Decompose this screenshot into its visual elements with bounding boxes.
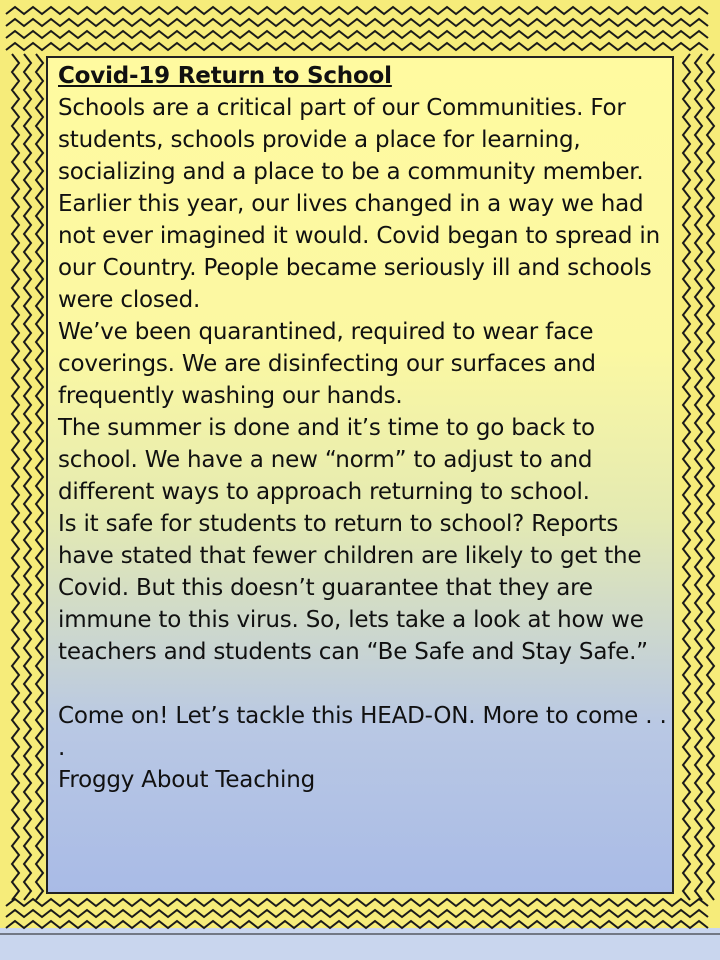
note-content [58, 60, 668, 796]
paragraph-quarantined: We’ve been quarantined, required to wear face coverings. We are disinfecting our surfaces and frequently washing our hands. [58, 319, 596, 409]
paragraph-communities: Schools are a critical part of our Communities. For students, schools provide a place for learning, socializing and a place to be a community member. [58, 95, 644, 185]
closing-line: Come on! Let’s tackle this HEAD-ON. More to come . . . [58, 703, 667, 761]
paragraph-back-to-school: The summer is done and it’s time to go back to school. We have a new “norm” to adjust to and different ways to approach returning to school. [58, 415, 595, 505]
paragraph-covid-began: Earlier this year, our lives changed in a way we had not ever imagined it would. Covid began to spread in our Country. People became seriously ill and schools were closed. [58, 191, 660, 313]
note-title: Covid-19 Return to School [58, 63, 392, 89]
paragraph-is-it-safe: Is it safe for students to return to school? Reports have stated that fewer children are likely to get the Covid. But this doesn’t guarantee that they are immune to this virus. So, lets take a look at how we teachers and students can “Be Safe and Stay Safe.” [58, 511, 648, 665]
signature: Froggy About Teaching [58, 767, 315, 793]
paragraph-gap [58, 668, 668, 700]
